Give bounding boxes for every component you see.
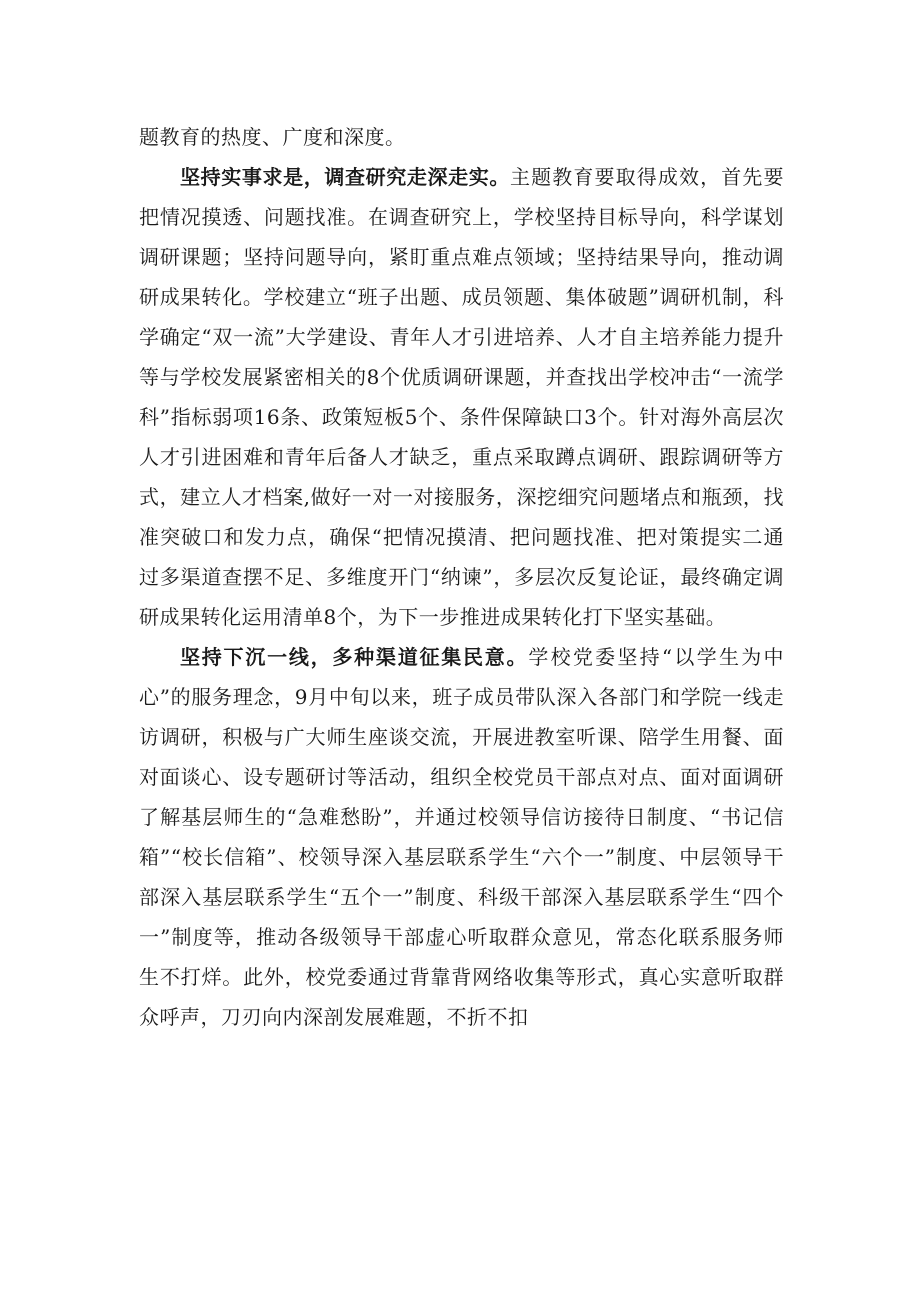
paragraph-heading: 坚持实事求是，调查研究走深走实。 (180, 165, 510, 189)
paragraph-text: 学校党委坚持“以学生为中心”的服务理念，9月中旬以来，班子成员带队深入各部门和学院一线走访调研，积极与广大师生座谈交流，开展进教室听课、陪学生用餐、面对面谈心、设专题研讨等活动，组织全校党员干部点对点、面对面调研了解基层师生的“急难愁盼”，并通过校领导信访接待日制度、“书记信箱”“校长信箱”、校领导深入基层联系学生“六个一”制度、中层领导干部深入基层联系学生“五个一”制度、科级干部深入基层联系学生“四个一”制度等，推动各级领导干部虚心听取群众意见，常态化联系服务师生不打烊。此外，校党委通过背靠背网络收集等形式，真心实意听取群众呼声，刀刃向内深剖发展难题，不折不扣 (139, 645, 784, 1029)
paragraph-seek-truth (139, 157, 784, 637)
paragraph-text: 题教育的热度、广度和深度。 (139, 125, 406, 149)
paragraph-heading: 坚持下沉一线，多种渠道征集民意。 (180, 645, 529, 669)
document-body (139, 117, 784, 1037)
paragraph-continuation (139, 117, 784, 157)
paragraph-text: 主题教育要取得成效，首先要把情况摸透、问题找准。在调查研究上，学校坚持目标导向，科学谋划调研课题；坚持问题导向，紧盯重点难点领域；坚持结果导向，推动调研成果转化。学校建立“班子出题、成员领题、集体破题”调研机制，科学确定“双一流”大学建设、青年人才引进培养、人才自主培养能力提升等与学校发展紧密相关的8个优质调研课题，并查找出学校冲击“一流学科”指标弱项16条、政策短板5个、条件保障缺口3个。针对海外高层次人才引进困难和青年后备人才缺乏，重点采取蹲点调研、跟踪调研等方式，建立人才档案,做好一对一对接服务，深挖细究问题堵点和瓶颈，找准突破口和发力点，确保“把情况摸清、把问题找准、把对策提实二通过多渠道查摆不足、多维度开门“纳谏”，多层次反复论证，最终确定调研成果转化运用清单8个，为下一步推进成果转化打下坚实基础。 (139, 165, 784, 629)
paragraph-grassroots (139, 637, 784, 1037)
